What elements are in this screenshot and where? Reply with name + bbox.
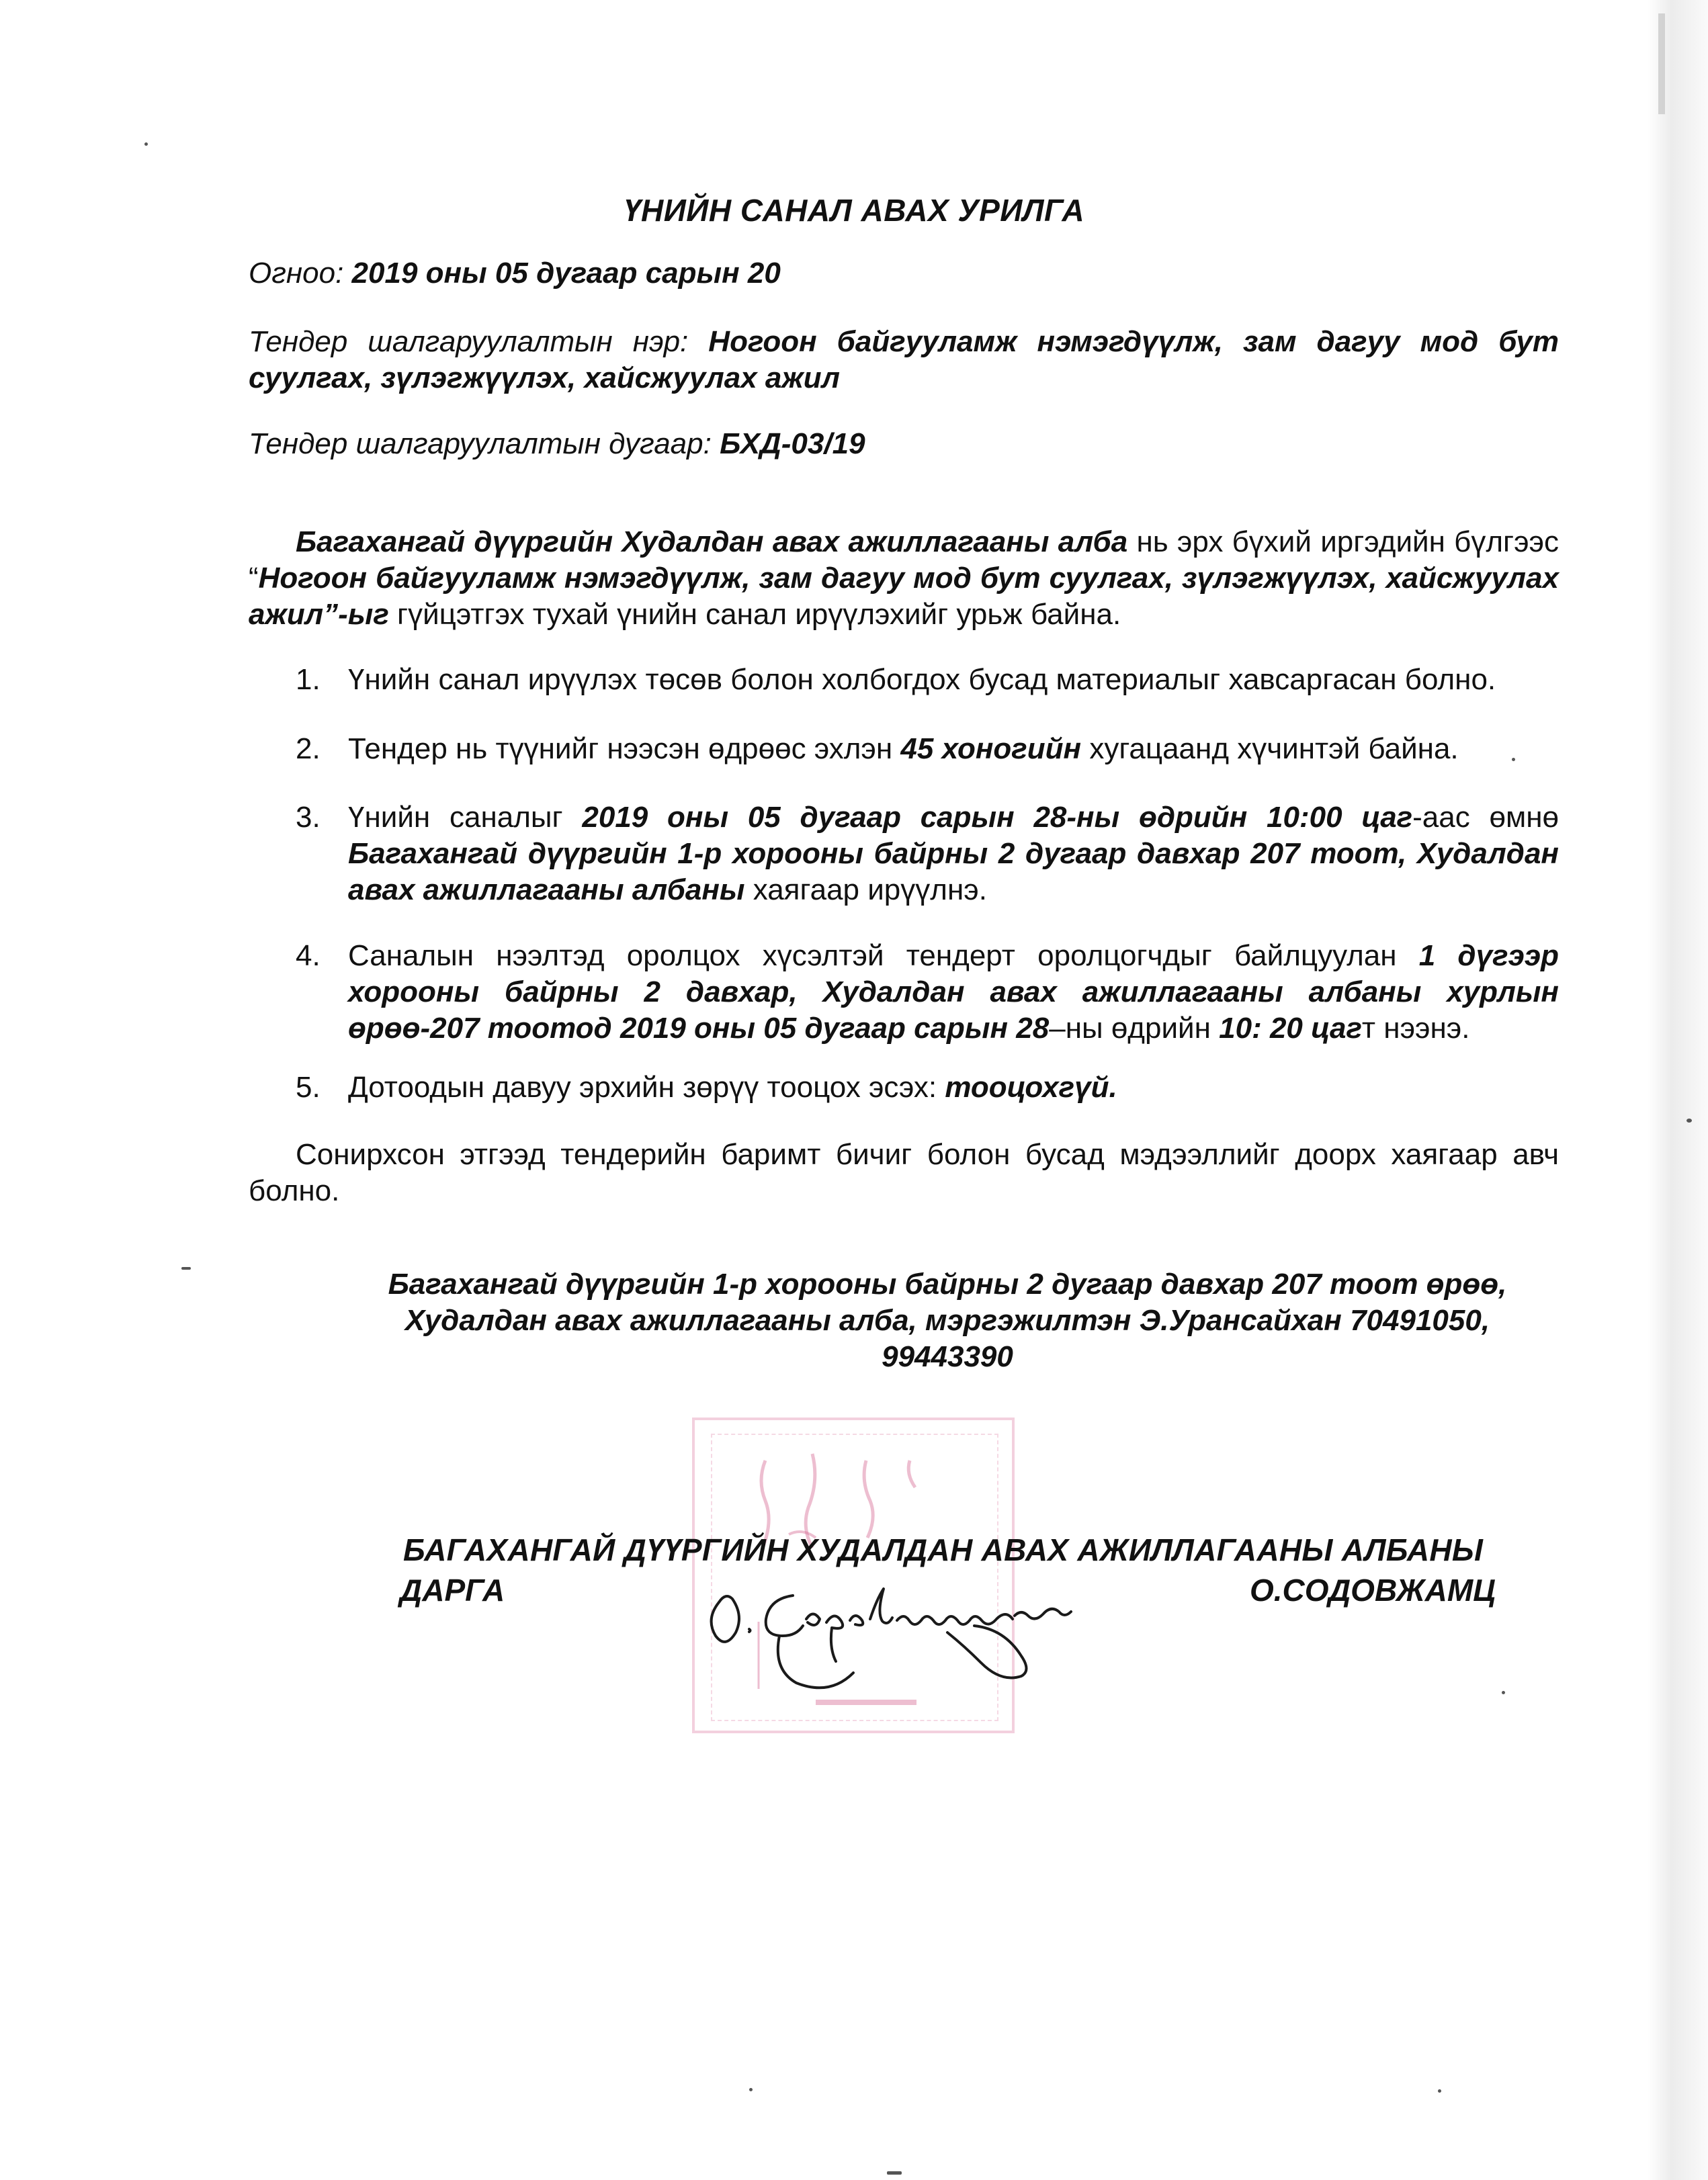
tender-name-value: Ногоон байгууламж нэмэгдүүлж, зам дагуу мод бут суулгах, зүлэгжүүлэх, хайсжуулах ажил [249,325,1559,394]
list-item-segment: –ны өдрийн [1049,1012,1220,1045]
address-line: Худалдан авах ажиллагааны алба, мэргэжилтэн Э.Урансайхан 70491050, [404,1304,1490,1337]
scan-speck [749,2088,753,2091]
list-item-text [348,731,1559,767]
list-item-number: 5. [296,1071,321,1104]
scan-speck [1502,1691,1505,1694]
date-label: Огноо: [249,257,344,290]
list-item-text: Үнийн санал ирүүлэх төсөв болон холбогдох бусад материалыг хавсаргасан болно. [348,663,1496,696]
list-item [296,938,1559,1047]
list-item [296,1070,1559,1106]
scan-speck [1686,1119,1692,1123]
handwritten-signature [699,1565,1169,1700]
list-item-segment: т нээнэ. [1361,1012,1470,1045]
intro-org: Багахангай дүүргийн Худалдан авах ажиллагааны алба [296,525,1128,558]
list-item-number: 1. [296,663,321,696]
list-item-emphasis: 1 дүгээр хорооны байрны 2 давхар, Худалдан авах ажиллагааны албаны хурлын өрөө-207 тоотод 2019 оны 05 дугаар сарын 28 [348,939,1559,1045]
intro-text-1: нь эрх бүхий иргэдийн бүлгээс “ [249,525,1559,595]
scan-speck [181,1267,191,1270]
list-item-text [348,1070,1559,1106]
date-field [249,255,781,292]
tender-number-field [249,426,865,462]
scan-speck [1438,2089,1441,2093]
list-item-emphasis: 10: 20 цаг [1219,1012,1362,1045]
list-item-segment: Үнийн саналыг [348,801,583,834]
address-line: 99443390 [882,1340,1013,1373]
document-title: ҮНИЙН САНАЛ АВАХ УРИЛГА [623,193,1085,228]
list-item [296,731,1559,767]
tender-number-value: БХД-03/19 [720,427,865,460]
list-item [296,799,1559,908]
list-item-emphasis: тооцохгүй. [945,1071,1117,1104]
list-item-segment: Саналын нээлтэд оролцох хүсэлтэй тендерт оролцогчдыг байлцуулан [348,939,1419,972]
contact-address [282,1266,1613,1375]
tender-name-field [249,324,1559,396]
list-item-segment: хугацаанд хүчинтэй байна. [1081,732,1459,765]
list-item-text [348,938,1559,1047]
intro-paragraph [249,524,1559,633]
list-item-segment: -аас өмнө [1412,801,1560,834]
scan-shadow-edge [1648,0,1708,2180]
address-line: Багахангай дүүргийн 1-р хорооны байрны 2 дугаар давхар 207 тоот өрөө, [388,1268,1507,1301]
signatory-role: ДАРГА [400,1573,505,1608]
date-value: 2019 оны 05 дугаар сарын 20 [351,257,781,290]
list-item-segment: Тендер нь түүнийг нээсэн өдрөөс эхлэн [348,732,901,765]
list-item-segment: Дотоодын давуу эрхийн зөрүү тооцох эсэх: [348,1071,945,1104]
scan-edge-mark [1658,13,1665,114]
tender-number-label: Тендер шалгаруулалтын дугаар: [249,427,712,460]
list-item-emphasis: Багахангай дүүргийн 1-р хорооны байрны 2 дугаар давхар 207 тоот, Худалдан авах ажиллагааны албаны [348,837,1559,906]
list-item-emphasis: 2019 оны 05 дугаар сарын 28-ны өдрийн 10:00 цаг [582,801,1413,834]
list-item-text [348,799,1559,908]
intro-text-2: гүйцэтгэх тухай үнийн санал ирүүлэхийг урьж байна. [388,598,1121,631]
scan-speck [887,2171,902,2175]
list-item [296,662,1559,698]
list-item-number: 3. [296,801,321,834]
intro-work: Ногоон байгууламж нэмэгдүүлж, зам дагуу мод бут суулгах, зүлэгжүүлэх, хайсжуулах ажил”-ыг [249,562,1559,631]
signatory-organization: БАГАХАНГАЙ ДҮҮРГИЙН ХУДАЛДАН АВАХ АЖИЛЛАГААНЫ АЛБАНЫ [403,1532,1484,1567]
list-item-segment: хаягаар ирүүлнэ. [744,873,987,906]
tender-name-label: Тендер шалгаруулалтын нэр: [249,325,689,358]
scan-speck [144,142,148,146]
signatory-name: О.СОДОВЖАМЦ [1250,1573,1496,1608]
closing-paragraph: Сонирхсон этгээд тендерийн баримт бичиг болон бусад мэдээллийг доорх хаягаар авч болно. [249,1138,1559,1207]
list-item-number: 2. [296,732,321,765]
list-item-number: 4. [296,939,321,972]
list-item-emphasis: 45 хоногийн [900,732,1082,765]
